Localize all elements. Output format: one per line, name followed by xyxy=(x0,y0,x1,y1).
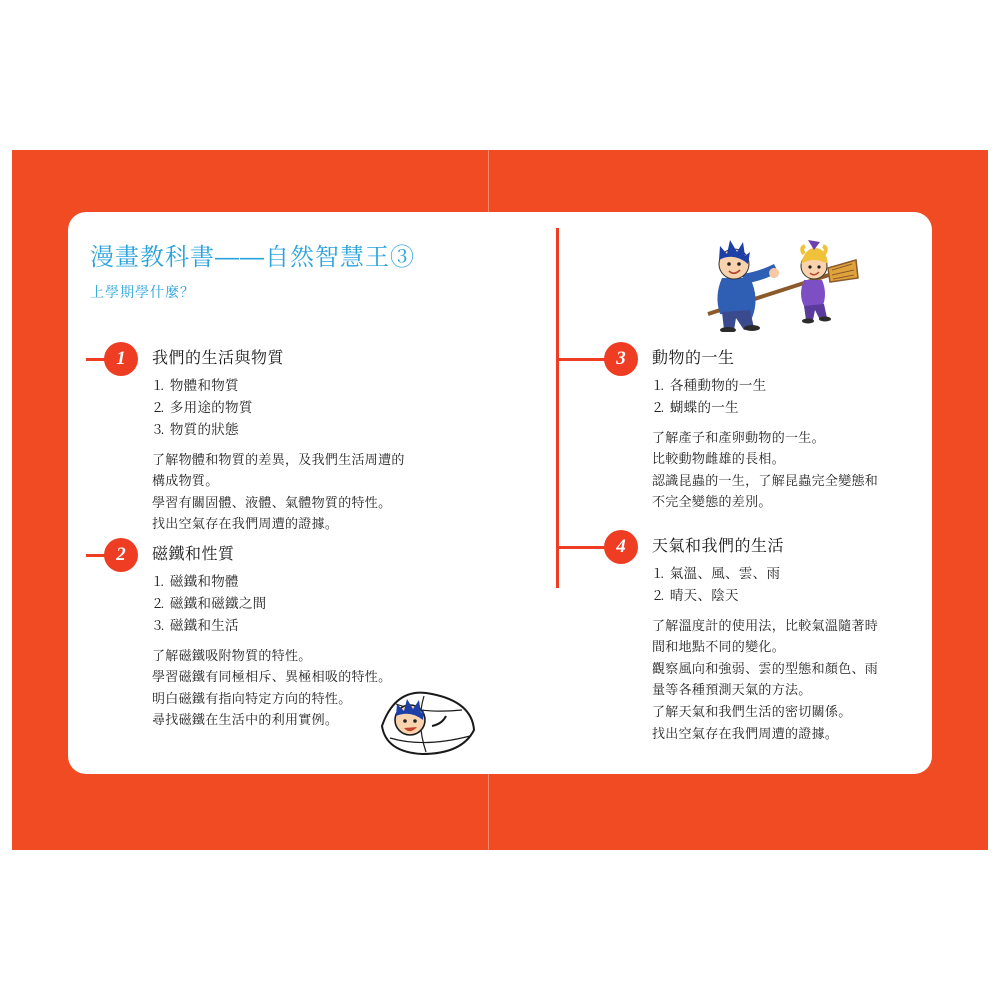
list-item: ⒉ 多用途的物質 xyxy=(152,399,253,415)
section-4-items xyxy=(652,563,934,607)
description-line: 比較動物雌雄的長相。 xyxy=(652,451,786,467)
section-1-connector xyxy=(86,358,106,361)
description-line: 學習磁鐵有同極相斥、異極相吸的特性。 xyxy=(152,669,392,685)
section-2-title: 磁鐵和性質 xyxy=(152,546,235,563)
description-line: 找出空氣存在我們周遭的證據。 xyxy=(652,725,839,741)
section-3-description xyxy=(652,427,934,513)
section-1 xyxy=(104,342,524,535)
description-line: 了解天氣和我們生活的密切關係。 xyxy=(652,704,852,720)
list-item: ⒉ 磁鐵和磁鐵之間 xyxy=(152,595,267,611)
boy-on-broom-with-witch-illustration xyxy=(700,222,860,332)
description-line: 學習有關固體、液體、氣體物質的特性。 xyxy=(152,494,392,510)
section-4 xyxy=(604,530,934,744)
list-item: ⒊ 物質的狀態 xyxy=(152,421,239,437)
section-3-body xyxy=(652,347,934,513)
section-3-number: 3 xyxy=(604,342,638,376)
section-2-items xyxy=(152,571,524,637)
section-4-description xyxy=(652,615,934,744)
section-4-connector xyxy=(556,546,606,549)
section-3 xyxy=(604,342,934,513)
description-line: 了解溫度計的使用法，比較氣溫隨著時 xyxy=(652,617,879,633)
section-3-title: 動物的一生 xyxy=(652,350,735,367)
list-item: ⒉ 蝴蝶的一生 xyxy=(652,399,739,415)
section-2-connector xyxy=(86,554,106,557)
header xyxy=(90,243,550,302)
section-4-body xyxy=(652,535,934,744)
description-line: 量等各種預測天氣的方法。 xyxy=(652,682,812,698)
description-line: 找出空氣存在我們周遭的證據。 xyxy=(152,516,339,532)
list-item: ⒊ 磁鐵和生活 xyxy=(152,617,239,633)
description-line: 了解物體和物質的差異，及我們生活周遭的 xyxy=(152,451,405,467)
section-1-items xyxy=(152,375,524,441)
section-1-title: 我們的生活與物質 xyxy=(152,350,285,367)
page-subtitle: 上學期學什麼？ xyxy=(90,284,195,300)
list-item: ⒉ 晴天、陰天 xyxy=(652,587,739,603)
description-line: 了解磁鐵吸附物質的特性。 xyxy=(152,647,312,663)
description-line: 認識昆蟲的一生，了解昆蟲完全變態和 xyxy=(652,472,879,488)
list-item: ⒈ 各種動物的一生 xyxy=(652,378,767,393)
boy-in-cocoon-illustration xyxy=(366,678,486,760)
column-divider xyxy=(556,228,559,588)
description-line: 構成物質。 xyxy=(152,473,219,489)
section-1-description xyxy=(152,449,524,535)
description-line: 間和地點不同的變化。 xyxy=(652,639,786,655)
section-4-number: 4 xyxy=(604,530,638,564)
section-4-title: 天氣和我們的生活 xyxy=(652,538,785,555)
list-item: ⒈ 磁鐵和物體 xyxy=(152,574,239,589)
description-line: 了解產子和產卵動物的一生。 xyxy=(652,429,825,445)
description-line: 尋找磁鐵在生活中的利用實例。 xyxy=(152,712,339,728)
section-2-number: 2 xyxy=(104,538,138,572)
section-3-items xyxy=(652,375,934,419)
description-line: 明白磁鐵有指向特定方向的特性。 xyxy=(152,690,352,706)
list-item: ⒈ 物體和物質 xyxy=(152,378,239,393)
section-1-number: 1 xyxy=(104,342,138,376)
description-line: 不完全變態的差別。 xyxy=(652,494,772,510)
description-line: 觀察風向和強弱、雲的型態和顏色、雨 xyxy=(652,660,879,676)
section-1-body xyxy=(152,347,524,535)
section-3-connector xyxy=(556,358,606,361)
list-item: ⒈ 氣溫、風、雲、雨 xyxy=(652,566,781,581)
page-title: 漫畫教科書——自然智慧王③ xyxy=(90,244,415,271)
